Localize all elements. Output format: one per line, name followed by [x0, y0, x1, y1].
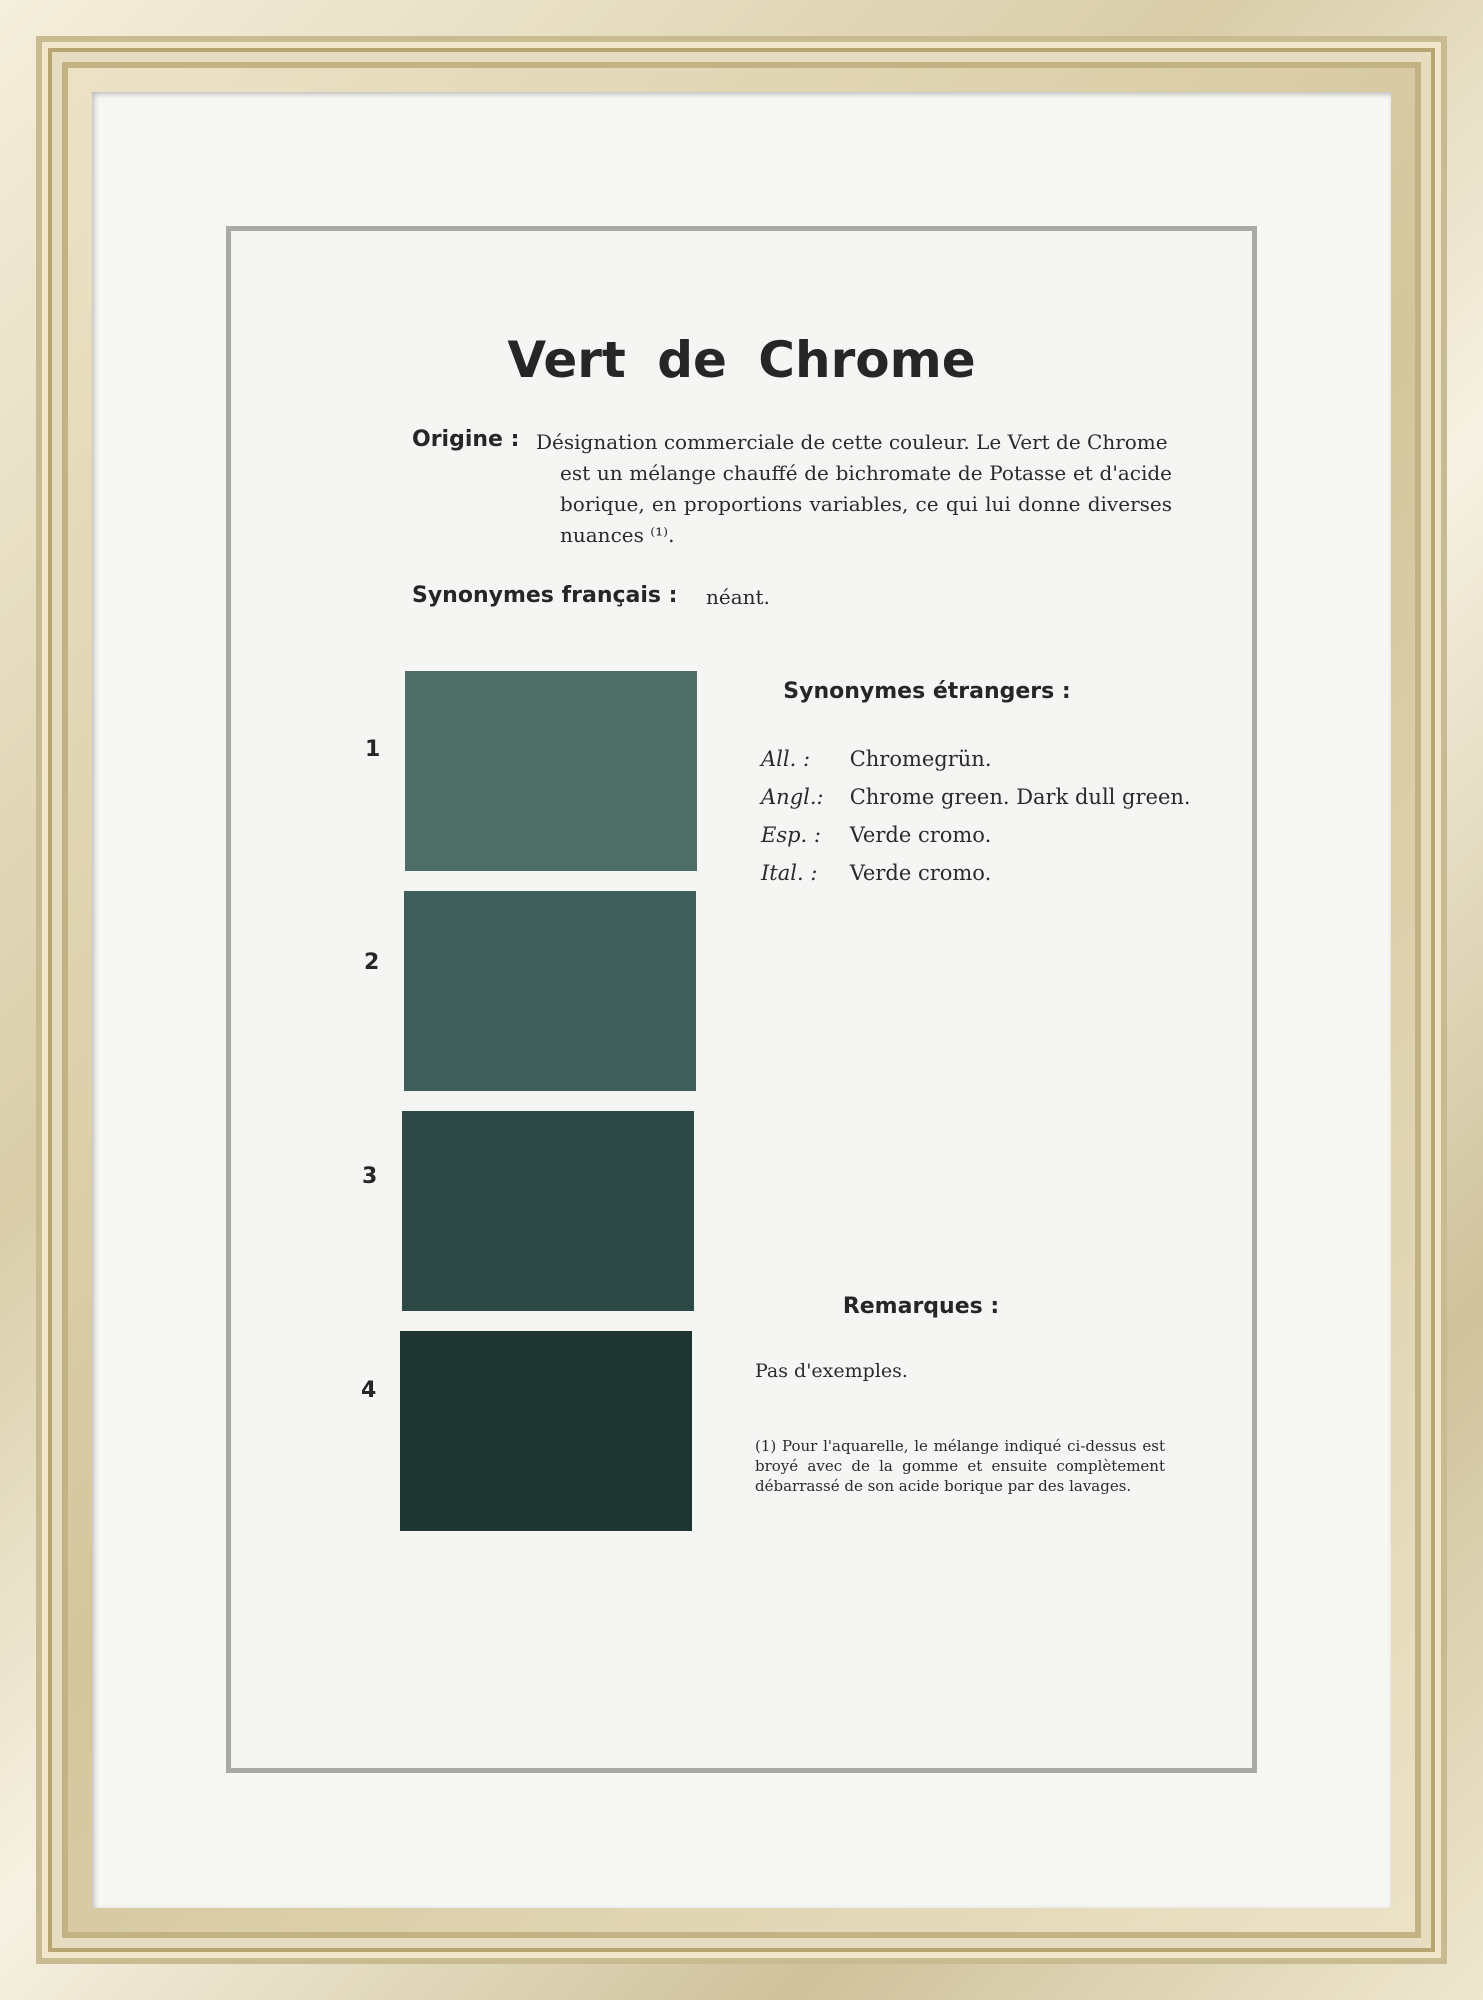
synonym-value: Verde cromo.: [849, 823, 992, 847]
color-swatch-1: [405, 671, 697, 871]
page-title: Vert de Chrome: [507, 331, 976, 389]
synonym-value: Verde cromo.: [849, 861, 992, 885]
swatch-number-4: 4: [361, 1378, 377, 1403]
synonym-language: Angl.:: [761, 785, 824, 809]
origin-text-first-line: Désignation commerciale de cette couleur. Le Vert de Chrome: [536, 430, 1168, 454]
synonym-row: [761, 785, 1191, 809]
synonymes-francais-label: Synonymes français :: [412, 583, 678, 608]
synonym-value: Chromegrün.: [849, 747, 992, 771]
printed-page: [226, 226, 1257, 1773]
synonym-row: [761, 747, 992, 771]
synonym-language: Ital. :: [761, 861, 818, 885]
remarques-text: Pas d'exemples.: [755, 1360, 908, 1382]
swatch-number-1: 1: [365, 737, 381, 762]
footnote: (1) Pour l'aquarelle, le mélange indiqué ci-dessus est broyé avec de la gomme et ensuite complètement débarrassé de son acide borique par des lavages.: [755, 1437, 1165, 1495]
synonymes-francais-value: néant.: [706, 585, 770, 609]
synonym-row: [761, 823, 991, 847]
swatch-number-3: 3: [362, 1164, 378, 1189]
color-swatch-4: [400, 1331, 692, 1531]
origin-text-rest: est un mélange chauffé de bichromate de Potasse et d'acide borique, en proportions variables, ce qui lui donne diverses nuances ⁽¹⁾.: [560, 461, 1172, 547]
synonym-language: All. :: [761, 747, 811, 771]
synonym-row: [761, 861, 991, 885]
color-swatch-2: [404, 891, 696, 1091]
synonym-language: Esp. :: [761, 823, 821, 847]
remarques-label: Remarques :: [842, 1294, 1000, 1319]
synonymes-etrangers-label: Synonymes étrangers :: [783, 679, 1071, 704]
origin-label: Origine :: [412, 427, 520, 452]
origin-text: [536, 427, 1172, 551]
color-swatch-3: [402, 1111, 694, 1311]
swatch-number-2: 2: [364, 950, 380, 975]
synonym-value: Chrome green. Dark dull green.: [849, 785, 1191, 809]
